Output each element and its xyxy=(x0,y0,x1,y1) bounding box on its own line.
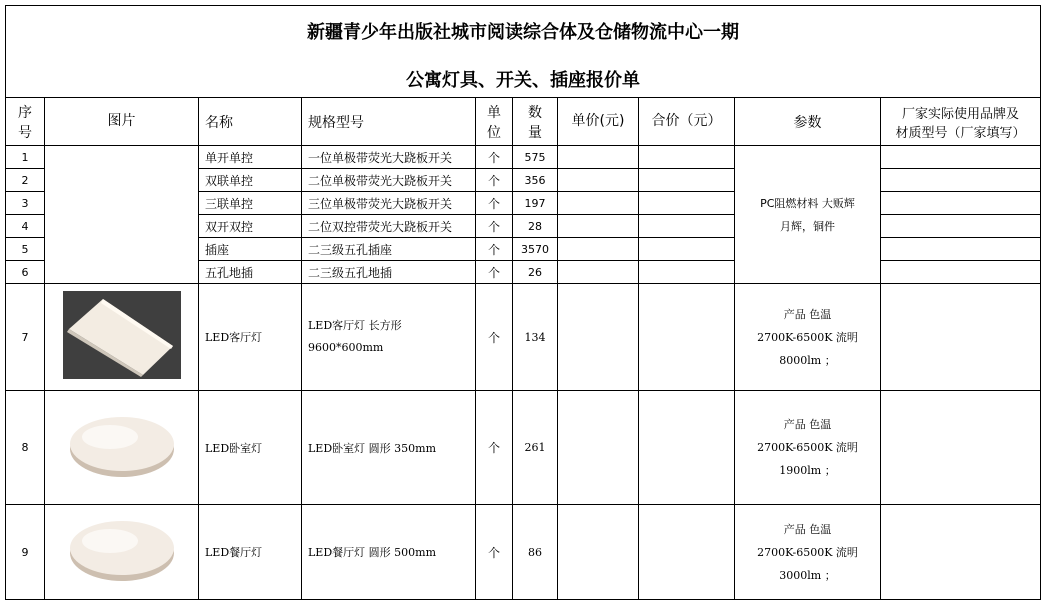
table-row: 9 LED餐厅灯 LED餐厅灯 圆形 500mm 个 86 产品 色温 2700K-6500K 流明 3000lm ； xyxy=(6,505,1041,600)
header-spec: 规格型号 xyxy=(302,98,476,146)
switch-params-cell: PC阻燃材料 大贩辉 月辉，铜件 xyxy=(735,146,881,284)
header-picture: 图片 xyxy=(45,98,199,146)
picture-cell-switches xyxy=(45,146,199,284)
header-unit: 单 位 xyxy=(476,98,513,146)
table-row: 6 五孔地插 二三级五孔地插 个 26 xyxy=(6,261,1041,284)
table-row: 3 三联单控 三位单极带荧光大跷板开关 个 197 xyxy=(6,192,1041,215)
header-row xyxy=(6,98,1041,146)
table-row: 5 插座 二三级五孔插座 个 3570 xyxy=(6,238,1041,261)
quotation-sheet xyxy=(5,5,1041,605)
header-qty: 数 量 xyxy=(513,98,558,146)
header-seq: 序 号 xyxy=(6,98,45,146)
header-name: 名称 xyxy=(199,98,302,146)
header-unit-price: 单价(元) xyxy=(558,98,639,146)
dining-lamp-image xyxy=(66,517,178,583)
sheet-subtitle: 公寓灯具、开关、插座报价单 xyxy=(406,70,640,91)
title-box xyxy=(5,5,1041,98)
sheet-title: 新疆青少年出版社城市阅读综合体及仓储物流中心一期 xyxy=(307,22,739,43)
bedroom-lamp-image xyxy=(66,413,178,479)
header-brand: 厂家实际使用品牌及 材质型号（厂家填写） xyxy=(881,98,1041,146)
picture-cell-dining-lamp xyxy=(45,505,199,600)
table-row: 4 双开双控 二位双控带荧光大跷板开关 个 28 xyxy=(6,215,1041,238)
picture-cell-living-lamp xyxy=(45,284,199,391)
table-row: 2 双联单控 二位单极带荧光大跷板开关 个 356 xyxy=(6,169,1041,192)
table-row: 8 LED卧室灯 LED卧室灯 圆形 350mm 个 261 产品 色温 2700K-6500K 流明 1900lm ； xyxy=(6,391,1041,505)
table-row: 7 LED客厅灯 LED客厅灯 长方形 9600*600mm 个 134 产品 色温 2700K-6500K 流明 8000lm ； xyxy=(6,284,1041,391)
header-total-price: 合价（元） xyxy=(639,98,735,146)
picture-cell-bedroom-lamp xyxy=(45,391,199,505)
quotation-table xyxy=(5,97,1041,600)
header-params: 参数 xyxy=(735,98,881,146)
table-row: 1 单开单控 一位单极带荧光大跷板开关 个 575 PC阻燃材料 大贩辉 月辉，铜件 xyxy=(6,146,1041,169)
living-room-lamp-image xyxy=(63,291,181,379)
